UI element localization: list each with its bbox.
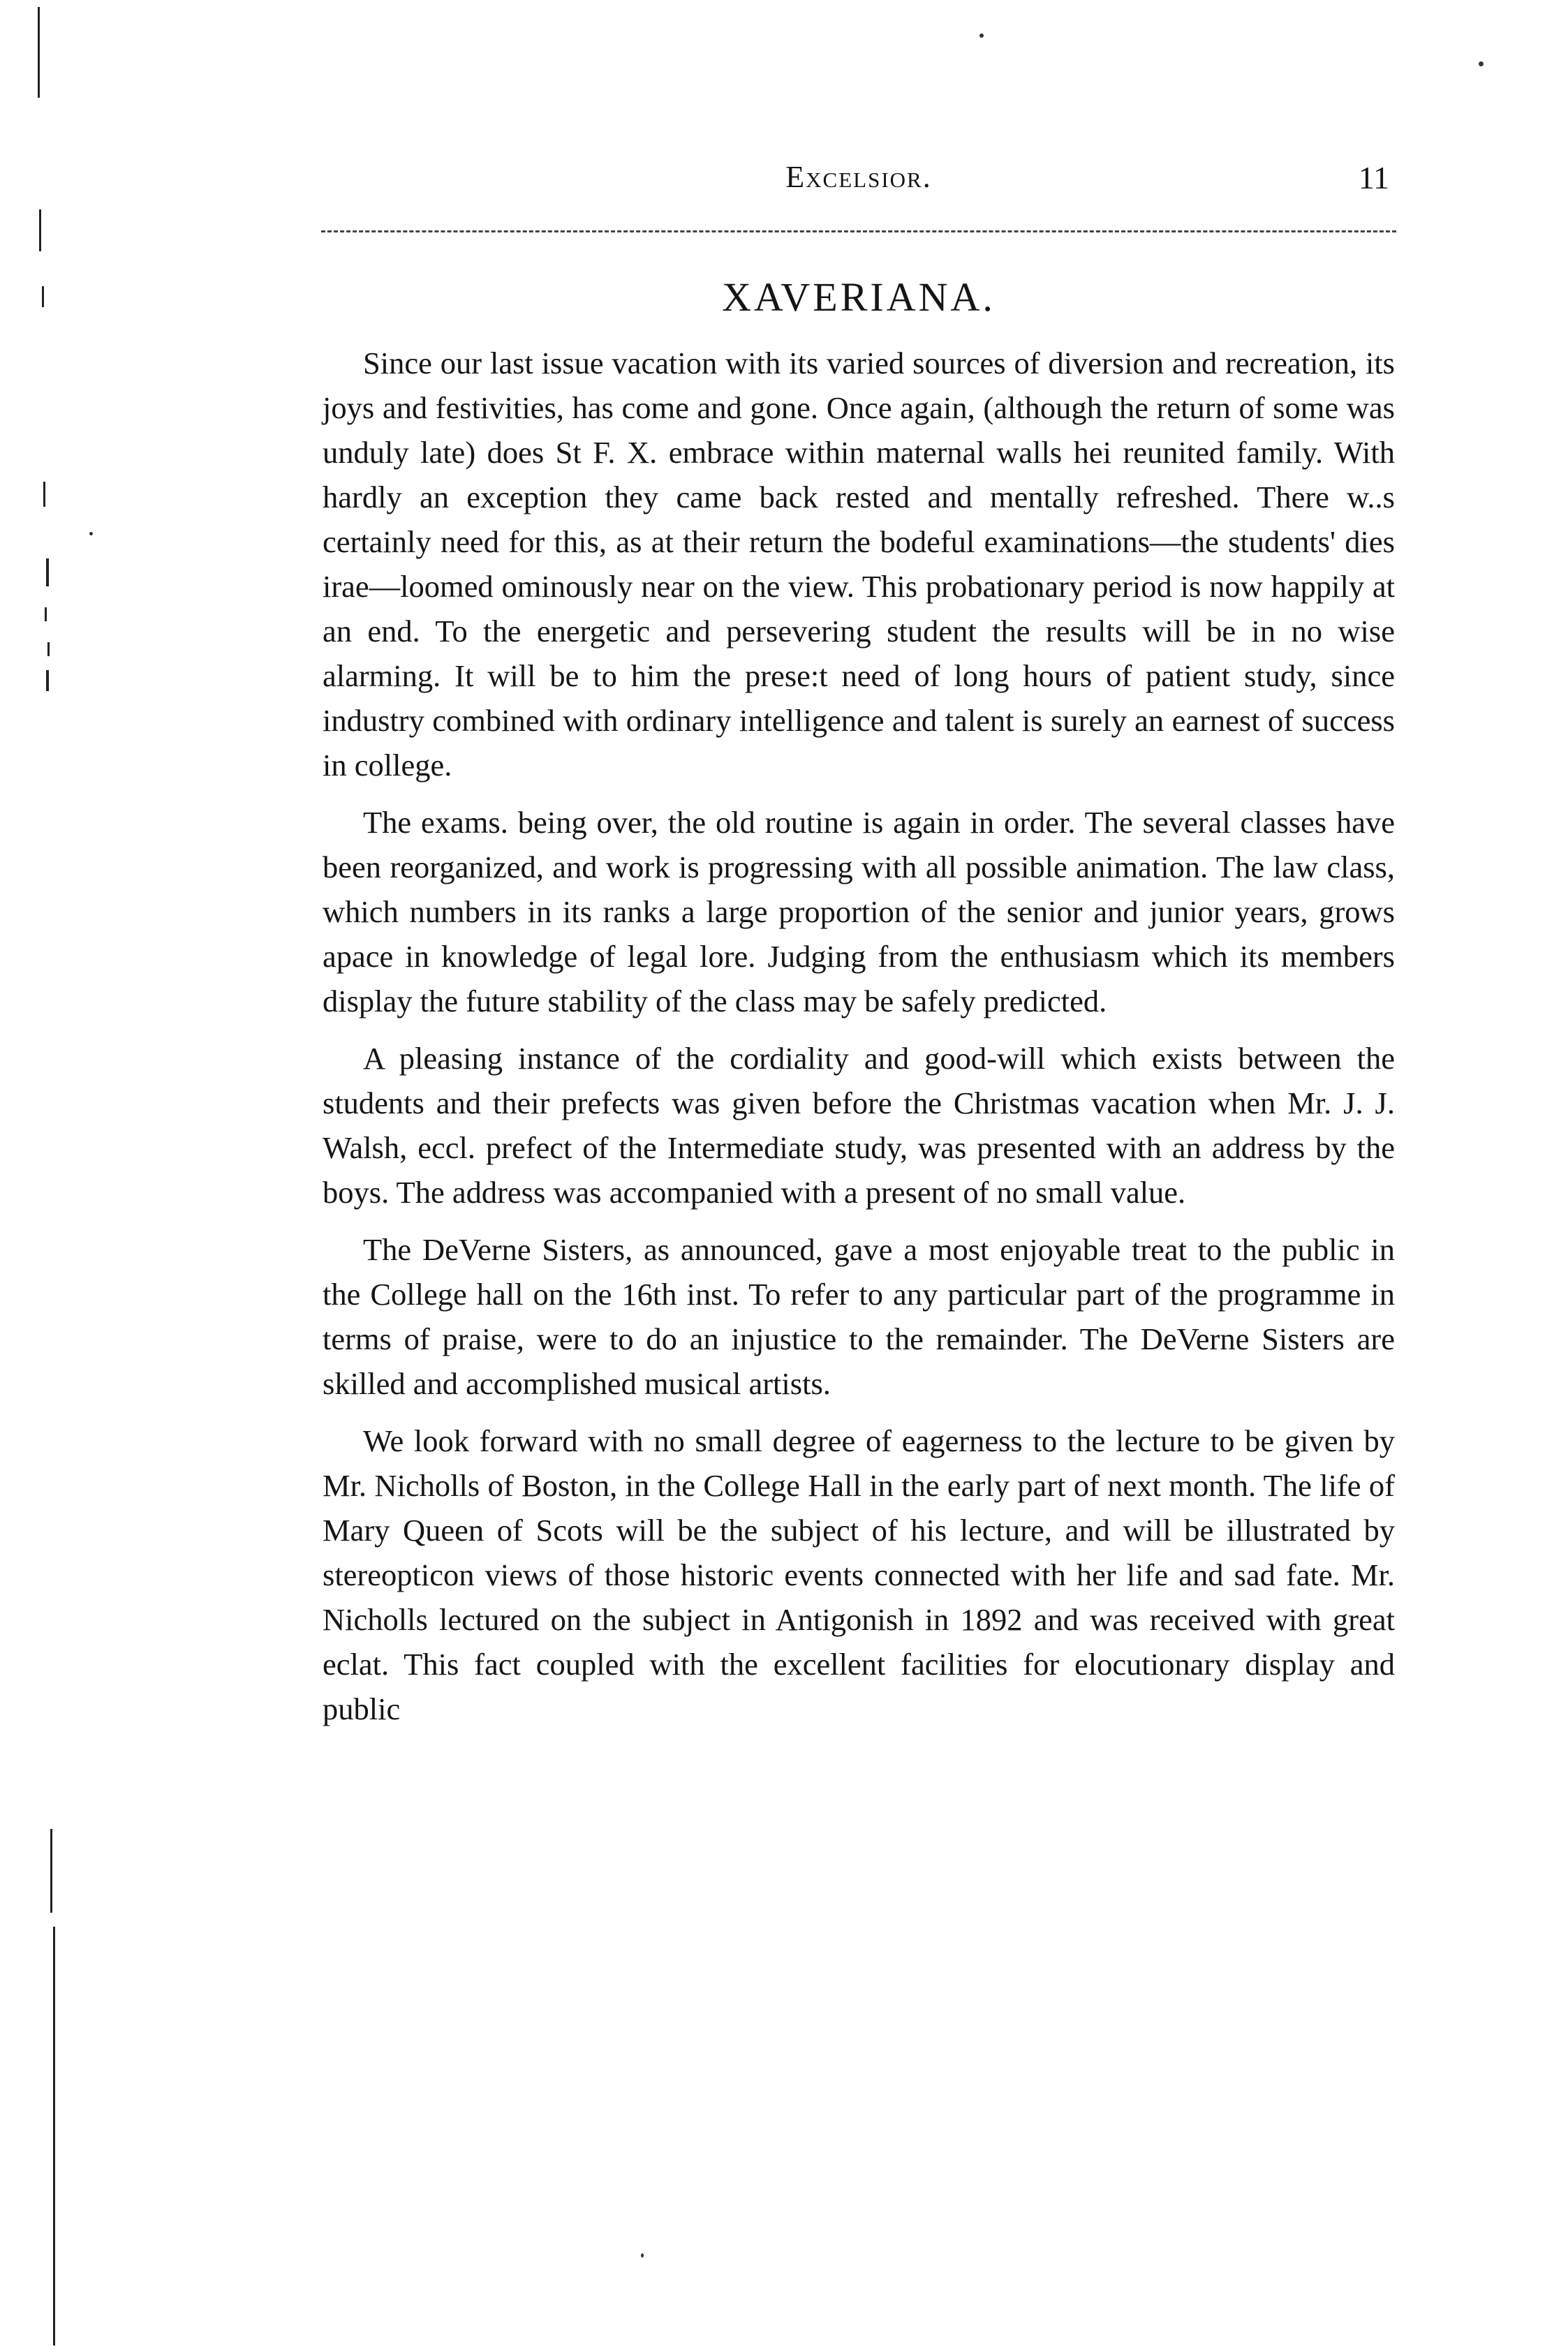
- binding-margin-marks: [0, 0, 84, 2349]
- page-number: 11: [1358, 160, 1389, 195]
- paragraph: We look forward with no small degree of eagerness to the lecture to be given by Mr. Nicholls of Boston, in the College Hall in the early part of next month. The life of Mary Queen of Scots will be the subject of his lecture, and will be illustrated by stereopticon views of those historic events connected with her life and sad fate. Mr. Nicholls lectured on the subject in Antigonish in 1892 and was received with great eclat. This fact coupled with the excellent facilities for elocutionary display and public: [323, 1423, 1395, 1726]
- print-speck: [1479, 61, 1484, 66]
- paragraph: Since our last issue vacation with its varied sources of diversion and recreation, its joys and festivities, has come and gone. Once again, (although the return of some was unduly late) does St F. X. embrace within maternal walls hei reunited family. With hardly an exception they came back rested and mentally refreshed. There w..s certainly need for this, as at their return the bodeful examinations—the students' dies irae—loomed ominously near on the view. This probationary period is now happily at an end. To the energetic and persevering student the results will be in no wise alarming. It will be to him the prese:t need of long hours of patient study, since industry combined with ordinary intelligence and talent is surely an earnest of success in college.: [323, 346, 1395, 783]
- print-speck: [979, 34, 984, 38]
- article-body: [323, 341, 1395, 1731]
- paragraph: A pleasing instance of the cordiality and good-will which exists between the students and their prefects was given before the Christmas vacation when Mr. J. J. Walsh, eccl. prefect of the Intermediate study, was presented with an address by the boys. The address was accompanied with a present of no small value.: [323, 1041, 1395, 1210]
- print-speck: [641, 2253, 644, 2258]
- print-speck: [89, 532, 93, 535]
- header-divider: [321, 230, 1396, 235]
- paragraph: The exams. being over, the old routine is again in order. The several classes have been reorganized, and work is progressing with all possible animation. The law class, which numbers in its ranks a large proportion of the senior and junior years, grows apace in knowledge of legal lore. Judging from the enthusiasm which its members display the future stability of the class may be safely predicted.: [323, 805, 1395, 1018]
- running-head: [321, 159, 1396, 208]
- article-title: XAVERIANA.: [722, 274, 996, 320]
- paragraph: The DeVerne Sisters, as announced, gave a most enjoyable treat to the public in the College hall on the 16th inst. To refer to any particular part of the programme in terms of praise, were to do an injustice to the remainder. The DeVerne Sisters are skilled and accomplished musical artists.: [323, 1232, 1395, 1401]
- running-title: Excelsior.: [785, 160, 932, 194]
